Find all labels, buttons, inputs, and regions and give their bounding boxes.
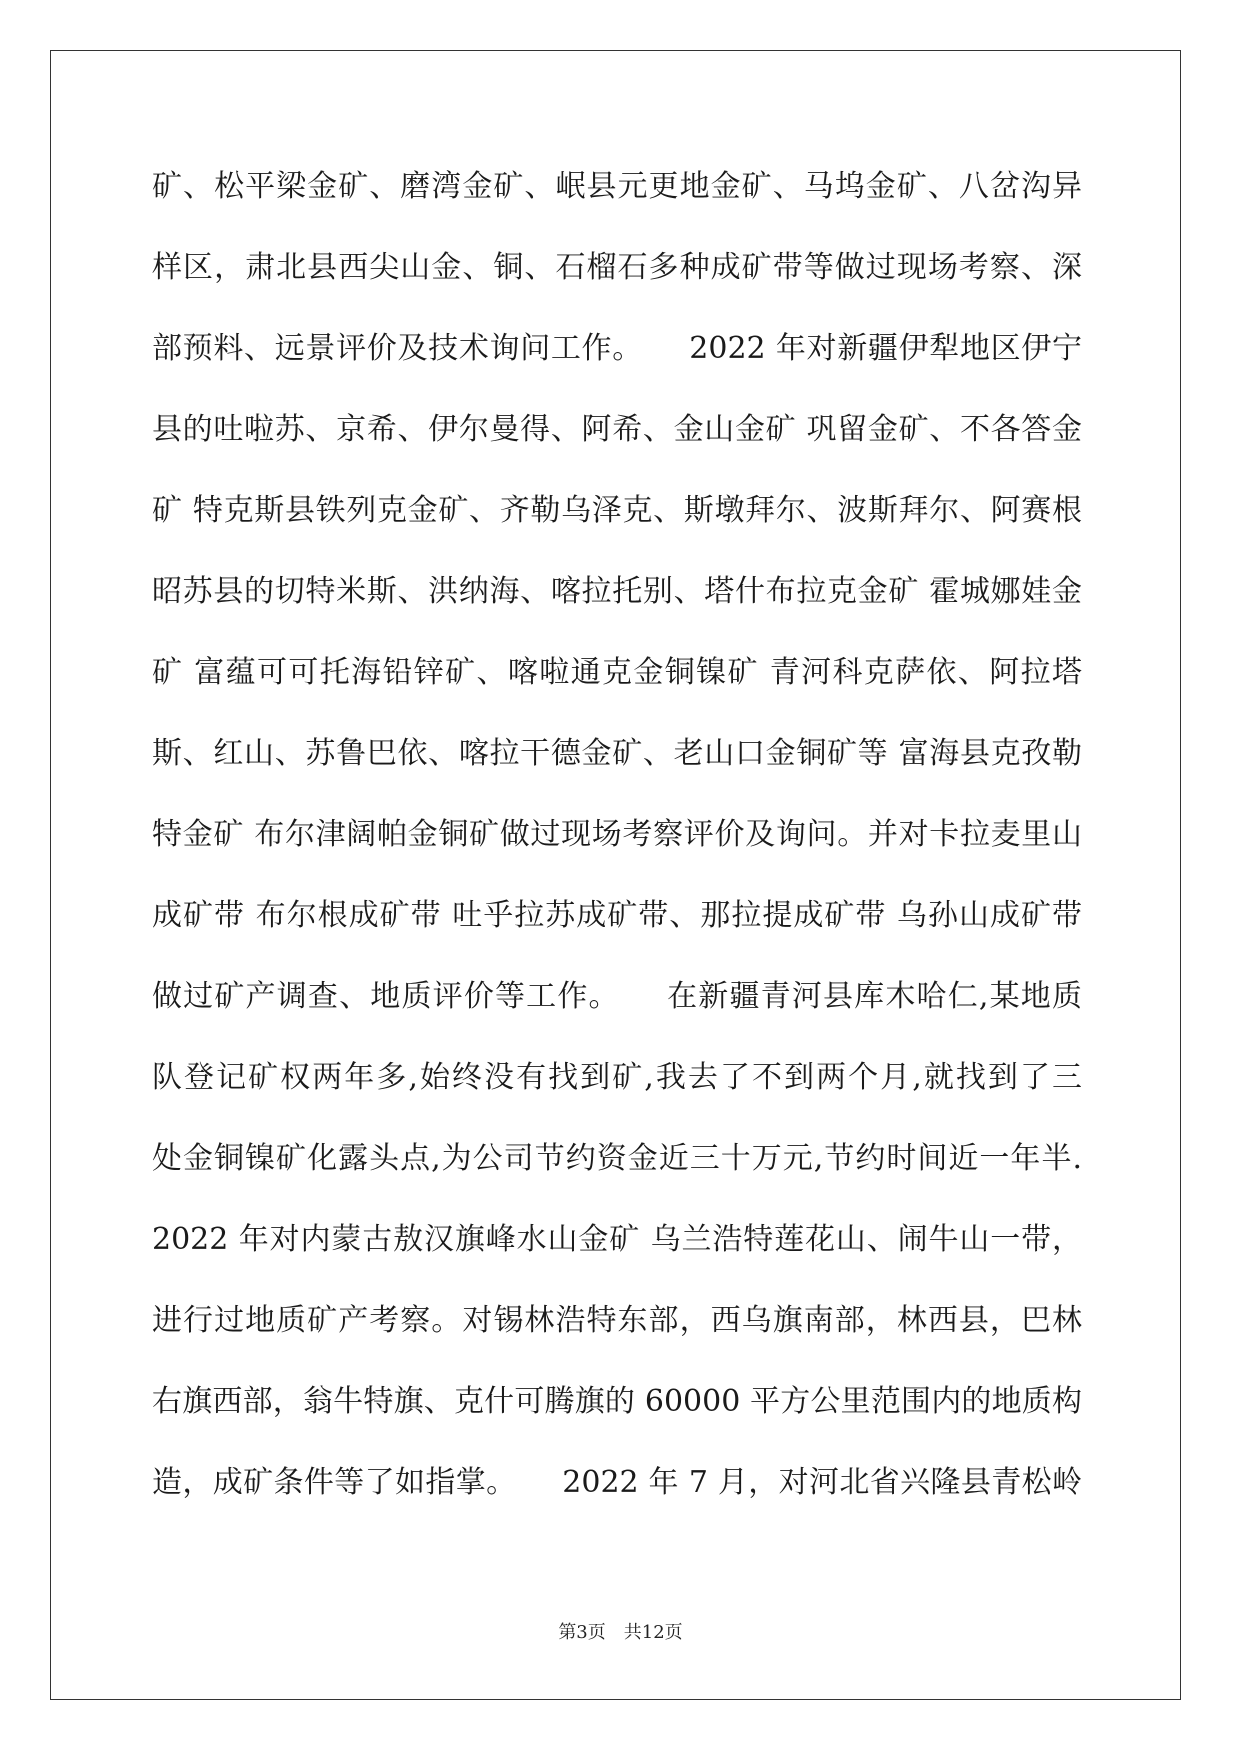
text-line: 特金矿 布尔津阔帕金铜矿做过现场考察评价及询问。并对卡拉麦里山 <box>152 817 1082 852</box>
text-line: 矿 富蕴可可托海铅锌矿、喀啦通克金铜镍矿 青河科克萨依、阿拉塔 <box>152 655 1082 690</box>
text-line: 样区，肃北县西尖山金、铜、石榴石多种成矿带等做过现场考察、深 <box>152 250 1082 285</box>
text-line: 矿、松平梁金矿、磨湾金矿、岷县元更地金矿、马坞金矿、八岔沟异 <box>152 169 1082 204</box>
text-line: 2022 年对内蒙古敖汉旗峰水山金矿 乌兰浩特莲花山、闹牛山一带， <box>152 1222 1082 1257</box>
text-line: 成矿带 布尔根成矿带 吐乎拉苏成矿带、那拉提成矿带 乌孙山成矿带 <box>152 898 1082 933</box>
text-line: 造，成矿条件等了如指掌。 2022 年 7 月，对河北省兴隆县青松岭 <box>152 1465 1082 1500</box>
text-line: 队登记矿权两年多,始终没有找到矿,我去了不到两个月,就找到了三 <box>152 1060 1082 1095</box>
text-line: 进行过地质矿产考察。对锡林浩特东部，西乌旗南部，林西县，巴林 <box>152 1303 1082 1338</box>
text-line: 县的吐啦苏、京希、伊尔曼得、阿希、金山金矿 巩留金矿、不各答金 <box>152 412 1082 447</box>
text-line: 右旗西部，翁牛特旗、克什可腾旗的 60000 平方公里范围内的地质构 <box>152 1384 1082 1419</box>
page-footer: 第3页 共12页 <box>558 1622 683 1643</box>
text-line: 昭苏县的切特米斯、洪纳海、喀拉托别、塔什布拉克金矿 霍城娜娃金 <box>152 574 1082 609</box>
text-line: 矿 特克斯县铁列克金矿、齐勒乌泽克、斯墩拜尔、波斯拜尔、阿赛根 <box>152 493 1082 528</box>
text-line: 部预料、远景评价及技术询问工作。 2022 年对新疆伊犁地区伊宁 <box>152 331 1082 366</box>
text-line: 做过矿产调查、地质评价等工作。 在新疆青河县库木哈仁,某地质 <box>152 979 1082 1014</box>
text-line: 处金铜镍矿化露头点,为公司节约资金近三十万元,节约时间近一年半. <box>152 1141 1082 1176</box>
document-body <box>152 158 1082 1535</box>
text-line: 斯、红山、苏鲁巴依、喀拉干德金矿、老山口金铜矿等 富海县克孜勒 <box>152 736 1082 771</box>
